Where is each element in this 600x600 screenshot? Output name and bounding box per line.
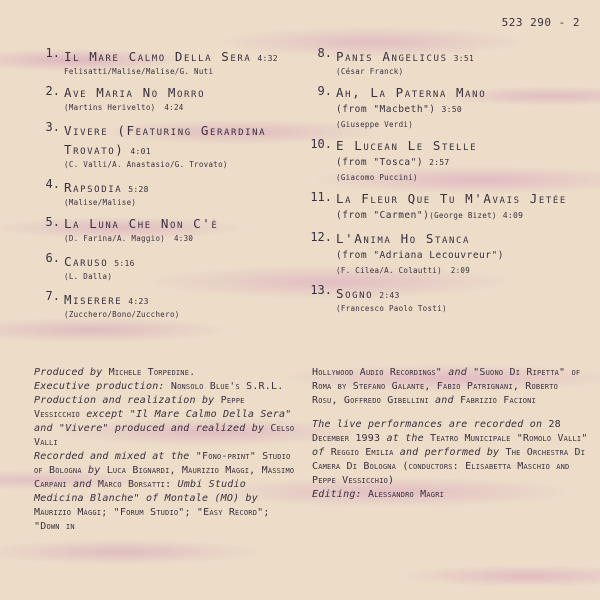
track-credit: (George Bizet)	[429, 211, 497, 220]
track-number: 10.	[310, 137, 332, 151]
track-number: 12.	[310, 230, 332, 244]
tracklist-left	[34, 46, 296, 327]
track-number: 6.	[45, 251, 60, 265]
track-title: Caruso	[64, 254, 109, 269]
track-duration: 2:09	[450, 266, 471, 275]
track-4	[34, 177, 296, 209]
track-credit: (César Franck)	[336, 67, 404, 76]
track-2	[34, 84, 296, 114]
track-12	[304, 230, 584, 277]
recording-credits	[312, 366, 588, 512]
track-number: 5.	[45, 215, 60, 229]
track-title: Miserere	[64, 292, 123, 307]
track-duration: 5:28	[128, 185, 149, 194]
track-10	[304, 137, 584, 184]
track-number: 1.	[45, 46, 60, 60]
track-credit: (Malise/Malise)	[64, 198, 137, 207]
track-8	[304, 46, 584, 78]
track-11	[304, 190, 584, 224]
track-duration: 4:23	[128, 297, 149, 306]
track-number: 13.	[310, 283, 332, 297]
production-credits	[34, 366, 296, 544]
track-source-opera: (from "Tosca")	[336, 157, 424, 168]
track-duration: 4:32	[257, 54, 278, 63]
track-number: 4.	[45, 177, 60, 191]
track-title: La Fleur Que Tu M'Avais Jetée	[336, 191, 567, 206]
live-performance-credit: The live performances are recorded on 28 December 1993 at the Teatro Municipale "Romolo Valli" of Reggio Emilia and performed by The Orchestra Di Camera Di Bologna (conductors: Elisabetta Maschio and Peppe Vessicchio) Editing: Alessandro Magri	[312, 419, 588, 500]
track-credit: (Francesco Paolo Tosti)	[336, 304, 447, 313]
track-credit: (Martins Herivelto)	[64, 103, 156, 112]
track-number: 9.	[317, 84, 332, 98]
track-credit: (Zucchero/Bono/Zucchero)	[64, 310, 180, 319]
track-credit: (F. Cilea/A. Colautti)	[336, 266, 442, 275]
track-credit: Felisatti/Malise/Malise/G. Nuti	[64, 67, 214, 76]
track-duration: 3:50	[441, 105, 462, 114]
track-title: Vivere (Featuring Gerardina Trovato)	[64, 123, 267, 157]
track-title: Ah, La Paterna Mano	[336, 85, 487, 100]
track-credit: (D. Farina/A. Maggio)	[64, 234, 166, 243]
track-duration: 5:16	[114, 259, 135, 268]
tracklist-right	[304, 46, 584, 321]
track-duration: 2:43	[379, 291, 400, 300]
track-title: Rapsodia	[64, 180, 123, 195]
track-duration: 4:24	[164, 103, 184, 112]
track-13	[304, 283, 584, 315]
track-title: L'Anima Ho Stanca	[336, 231, 471, 246]
track-credit: (Giuseppe Verdi)	[336, 120, 414, 129]
track-title: Ave Maria No Morro	[64, 85, 206, 100]
track-credit: (L. Dalla)	[64, 272, 113, 281]
track-number: 2.	[45, 84, 60, 98]
studio-credit: Hollywood Audio Recordings" and "Suono Di Ripetta" of Roma by Stefano Galante, Fabio Patrignani, Roberto Rosu, Goffredo Gibellini and Fabrizio Facioni	[312, 367, 581, 406]
track-1	[34, 46, 296, 78]
track-source-opera: (from "Macbeth")	[336, 104, 436, 115]
track-duration: 4:09	[502, 211, 524, 220]
track-duration: 2:57	[429, 158, 450, 167]
track-number: 8.	[317, 46, 332, 60]
track-number: 11.	[310, 190, 332, 204]
track-credit: (C. Valli/A. Anastasio/G. Trovato)	[64, 160, 228, 169]
track-title: Sogno	[336, 286, 374, 301]
track-title: Il Mare Calmo Della Sera	[64, 49, 252, 64]
track-number: 3.	[45, 120, 60, 134]
track-duration: 3:51	[453, 54, 475, 63]
track-title: La Luna Che Non C'è	[64, 216, 219, 231]
track-7	[34, 289, 296, 321]
catalog-number: 523 290 - 2	[501, 16, 580, 29]
track-5	[34, 215, 296, 245]
producer-credit: Produced by Michele Torpedine. Executive production: Nonsolo Blue's S.R.L. Production and realization by Peppe Vessicchio except "Il Mare Calmo Della Sera" and "Vivere" produced and realized by Celso Valli Recorded and mixed at the "Fono-print" Studio of Bologna by Luca Bignardi, Maurizio Maggi, Massimo Carpani and Marco Borsatti: Umbi Studio Medicina Blanche" of Montale (MO) by Maurizio Maggi; "Forum Studio"; "Easy Record"; "Down in	[34, 367, 295, 532]
track-3	[34, 120, 296, 171]
track-duration: 4:01	[130, 147, 151, 156]
track-6	[34, 251, 296, 283]
track-title: Panis Angelicus	[336, 49, 448, 64]
track-9	[304, 84, 584, 131]
track-credit: (Giacomo Puccini)	[336, 173, 418, 182]
track-source-opera: (from "Adriana Lecouvreur")	[336, 250, 504, 261]
track-duration: 4:30	[173, 234, 194, 243]
track-source-opera: (from "Carmen")	[336, 210, 430, 221]
track-title: E Lucean Le Stelle	[336, 138, 478, 153]
track-number: 7.	[45, 289, 60, 303]
